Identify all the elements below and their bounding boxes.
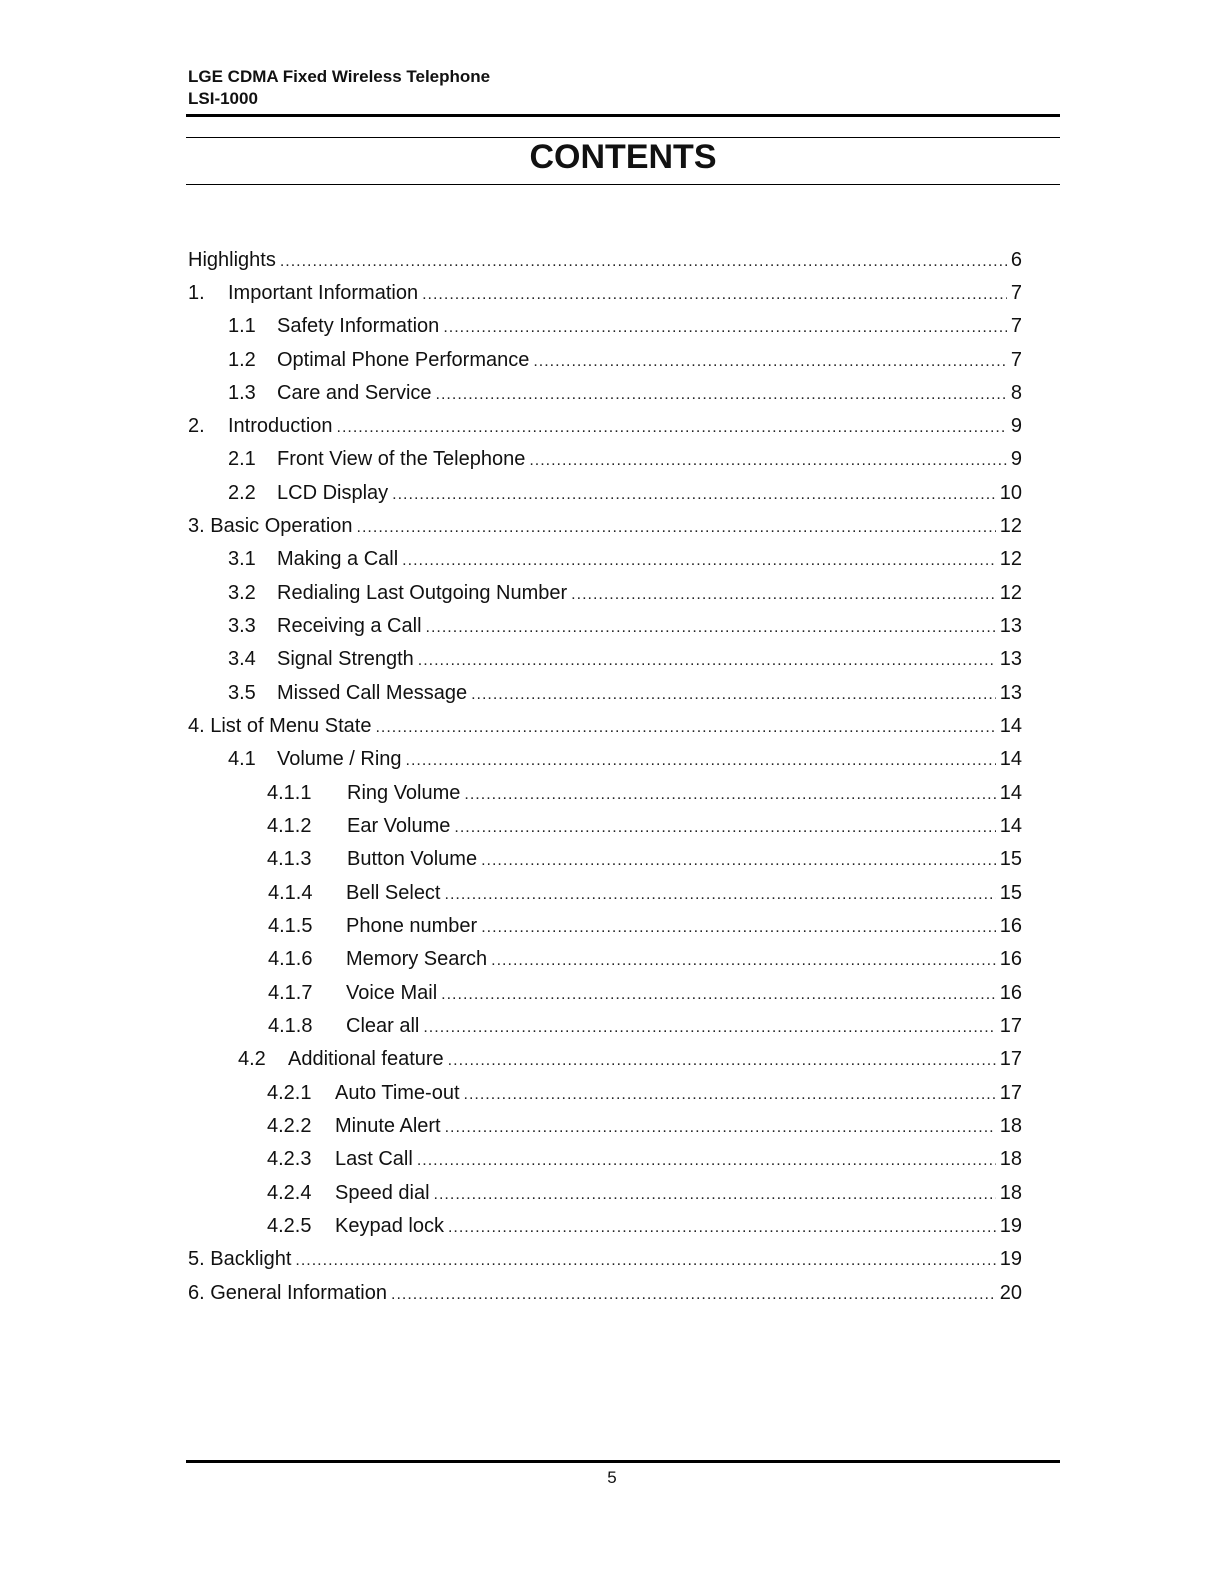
- toc-page: 8: [1010, 382, 1022, 404]
- toc-entry: [228, 680, 1022, 706]
- toc-label: Safety Information: [277, 315, 440, 337]
- toc-number: 1.1: [228, 315, 256, 337]
- toc-page: 13: [999, 615, 1022, 637]
- toc-leader: [443, 315, 1007, 341]
- toc-page: 19: [999, 1248, 1022, 1270]
- toc-number: 3.5: [228, 682, 256, 704]
- toc-entry: [268, 946, 1022, 972]
- toc-entry: [238, 1046, 1022, 1072]
- toc-entry: [188, 513, 1022, 539]
- page-title: CONTENTS: [529, 138, 717, 176]
- toc-page: 6: [1010, 249, 1022, 271]
- toc-page: 15: [999, 882, 1022, 904]
- toc-leader: [423, 1015, 995, 1041]
- toc-leader: [434, 1182, 996, 1208]
- footer-rule: [186, 1460, 1060, 1463]
- toc-label: Receiving a Call: [277, 615, 422, 637]
- toc-page: 14: [999, 782, 1022, 804]
- toc-number: 4.2.4: [267, 1182, 312, 1204]
- toc-leader: [481, 915, 996, 941]
- toc-label: Signal Strength: [277, 648, 414, 670]
- toc-number: 4.1.1: [267, 782, 312, 804]
- toc-leader: [448, 1048, 996, 1074]
- toc-page: 18: [999, 1115, 1022, 1137]
- toc-label: Volume / Ring: [277, 748, 402, 770]
- header-product-line: LGE CDMA Fixed Wireless Telephone: [188, 67, 491, 86]
- toc-page: 10: [999, 482, 1022, 504]
- toc-page: 12: [999, 582, 1022, 604]
- toc-entry: [267, 1146, 1022, 1172]
- toc-number: 4.2.1: [267, 1082, 312, 1104]
- toc-entry: [267, 1080, 1022, 1106]
- toc-label: Phone number: [346, 915, 478, 937]
- toc-entry: [268, 880, 1022, 906]
- toc-label: Ring Volume: [347, 782, 461, 804]
- toc-label: Care and Service: [277, 382, 432, 404]
- toc-page: 7: [1010, 315, 1022, 337]
- toc-label: 3. Basic Operation: [188, 515, 353, 537]
- toc-label: 5. Backlight: [188, 1248, 292, 1270]
- title-rule-bottom: [186, 184, 1060, 185]
- toc-entry: [267, 780, 1022, 806]
- toc-entry: [228, 347, 1022, 373]
- toc-leader: [464, 782, 995, 808]
- toc-label: 6. General Information: [188, 1282, 387, 1304]
- toc-number: 2.: [188, 415, 205, 437]
- toc-leader: [418, 648, 996, 674]
- toc-page: 15: [999, 848, 1022, 870]
- toc-label: Speed dial: [335, 1182, 430, 1204]
- toc-number: 3.4: [228, 648, 256, 670]
- toc-entry: [268, 980, 1022, 1006]
- toc-entry: [267, 846, 1022, 872]
- toc-leader: [406, 748, 996, 774]
- toc-number: 1.: [188, 282, 205, 304]
- toc-entry: [267, 1113, 1022, 1139]
- toc-number: 1.3: [228, 382, 256, 404]
- toc-entry: [188, 413, 1022, 439]
- toc-leader: [445, 1115, 996, 1141]
- toc-label: Auto Time-out: [335, 1082, 460, 1104]
- toc-leader: [471, 682, 996, 708]
- toc-number: 4.2.5: [267, 1215, 312, 1237]
- toc-leader: [391, 1282, 996, 1308]
- toc-label: Making a Call: [277, 548, 399, 570]
- toc-label: Memory Search: [346, 948, 488, 970]
- toc-leader: [491, 948, 996, 974]
- toc-entry: [268, 913, 1022, 939]
- toc-entry: [228, 646, 1022, 672]
- toc-page: 16: [999, 915, 1022, 937]
- toc-number: 3.1: [228, 548, 256, 570]
- toc-leader: [448, 1215, 996, 1241]
- toc-entry: [228, 313, 1022, 339]
- toc-page: 14: [999, 748, 1022, 770]
- toc-number: 4.1.5: [268, 915, 313, 937]
- toc-leader: [392, 482, 996, 508]
- toc-leader: [280, 249, 1007, 275]
- toc-page: 7: [1010, 349, 1022, 371]
- toc-page: 12: [999, 548, 1022, 570]
- toc-page: 7: [1010, 282, 1022, 304]
- toc-label: LCD Display: [277, 482, 389, 504]
- toc-label: Missed Call Message: [277, 682, 468, 704]
- toc-page: 17: [999, 1015, 1022, 1037]
- header-rule: [186, 114, 1060, 117]
- toc-label: 4. List of Menu State: [188, 715, 372, 737]
- toc-entry: [267, 1213, 1022, 1239]
- toc-number: 3.3: [228, 615, 256, 637]
- toc-page: 16: [999, 948, 1022, 970]
- toc-leader: [454, 815, 995, 841]
- toc-entry: [228, 480, 1022, 506]
- toc-label: Button Volume: [347, 848, 478, 870]
- toc-entry: [228, 380, 1022, 406]
- toc-number: 4.2.2: [267, 1115, 312, 1137]
- toc-page: 17: [999, 1048, 1022, 1070]
- toc-entry: [267, 813, 1022, 839]
- toc-leader: [529, 448, 1007, 474]
- page-number: 5: [607, 1468, 617, 1487]
- toc-entry: [188, 713, 1022, 739]
- toc-label: Minute Alert: [335, 1115, 441, 1137]
- toc-leader: [571, 582, 996, 608]
- toc-entry: [228, 446, 1022, 472]
- toc-leader: [464, 1082, 996, 1108]
- header-model: LSI-1000: [188, 89, 258, 108]
- document-header: [188, 66, 490, 110]
- toc-number: 2.2: [228, 482, 256, 504]
- toc-leader: [422, 282, 1007, 308]
- toc-leader: [436, 382, 1007, 408]
- toc-leader: [375, 715, 995, 741]
- toc-page: 18: [999, 1182, 1022, 1204]
- toc-page: 20: [999, 1282, 1022, 1304]
- toc-label: Introduction: [228, 415, 333, 437]
- toc-label: Clear all: [346, 1015, 420, 1037]
- toc-leader: [441, 982, 996, 1008]
- toc-number: 1.2: [228, 349, 256, 371]
- toc-label: Front View of the Telephone: [277, 448, 526, 470]
- toc-label: Redialing Last Outgoing Number: [277, 582, 568, 604]
- toc-label: Additional feature: [288, 1048, 444, 1070]
- toc-label: Optimal Phone Performance: [277, 349, 530, 371]
- toc-page: 9: [1010, 415, 1022, 437]
- toc-entry: [228, 546, 1022, 572]
- toc-number: 2.1: [228, 448, 256, 470]
- toc-number: 4.1: [228, 748, 256, 770]
- toc-page: 19: [999, 1215, 1022, 1237]
- toc-label: Highlights: [188, 249, 276, 271]
- toc-page: 18: [999, 1148, 1022, 1170]
- toc-entry: [188, 1246, 1022, 1272]
- toc-entry: [228, 613, 1022, 639]
- toc-page: 9: [1010, 448, 1022, 470]
- toc-leader: [337, 415, 1007, 441]
- toc-entry: [188, 1280, 1022, 1306]
- toc-page: 13: [999, 682, 1022, 704]
- toc-label: Important Information: [228, 282, 419, 304]
- toc-label: Ear Volume: [347, 815, 451, 837]
- toc-page: 12: [999, 515, 1022, 537]
- toc-page: 14: [999, 815, 1022, 837]
- toc-page: 16: [999, 982, 1022, 1004]
- toc-number: 4.2: [238, 1048, 266, 1070]
- toc-label: Keypad lock: [335, 1215, 444, 1237]
- toc-page: 14: [999, 715, 1022, 737]
- toc-number: 4.1.7: [268, 982, 313, 1004]
- toc-leader: [533, 349, 1007, 375]
- toc-number: 4.1.4: [268, 882, 313, 904]
- toc-leader: [417, 1148, 996, 1174]
- toc-number: 4.1.3: [267, 848, 312, 870]
- toc-number: 4.1.2: [267, 815, 312, 837]
- toc-label: Voice Mail: [346, 982, 438, 1004]
- toc-entry: [188, 280, 1022, 306]
- toc-label: Bell Select: [346, 882, 441, 904]
- toc-number: 4.2.3: [267, 1148, 312, 1170]
- toc-page: 13: [999, 648, 1022, 670]
- toc-entry: [267, 1180, 1022, 1206]
- toc-leader: [445, 882, 996, 908]
- toc-page: 17: [999, 1082, 1022, 1104]
- toc-number: 4.1.6: [268, 948, 313, 970]
- toc-leader: [295, 1248, 995, 1274]
- toc-entry: [268, 1013, 1022, 1039]
- toc-entry: [228, 580, 1022, 606]
- toc-label: Last Call: [335, 1148, 413, 1170]
- toc-number: 4.1.8: [268, 1015, 313, 1037]
- toc-number: 3.2: [228, 582, 256, 604]
- toc-entry: [228, 746, 1022, 772]
- toc-leader: [481, 848, 996, 874]
- toc-leader: [402, 548, 996, 574]
- toc-entry: [188, 247, 1022, 273]
- toc-leader: [357, 515, 996, 541]
- toc-leader: [426, 615, 996, 641]
